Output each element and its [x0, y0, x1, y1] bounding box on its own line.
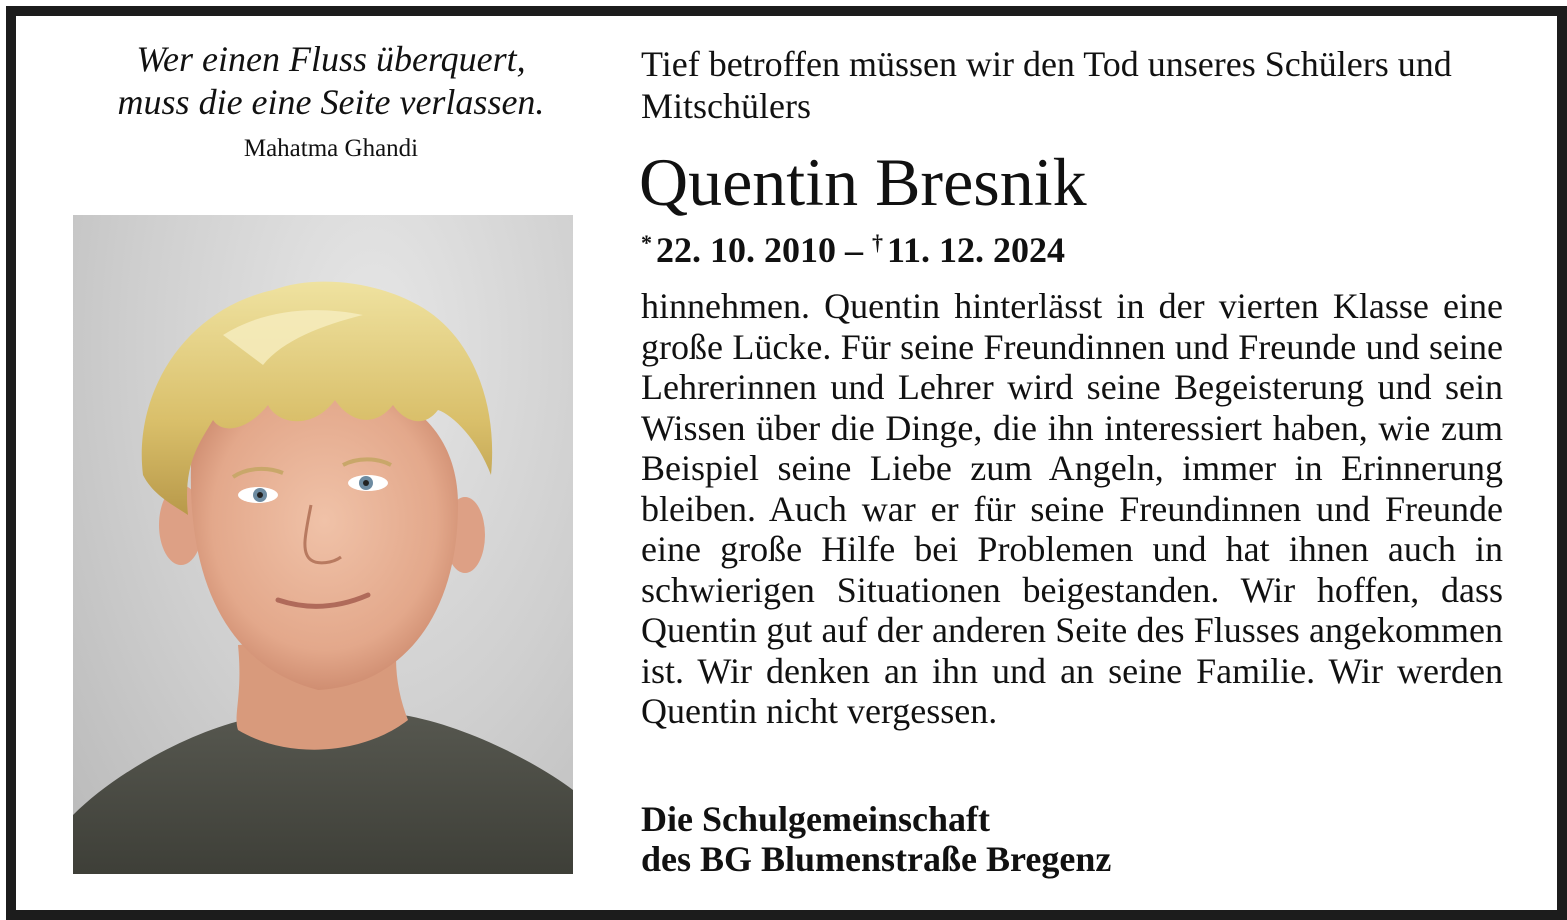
quote-line-2: muss die eine Seite verlassen. [117, 82, 545, 122]
birth-symbol: * [641, 230, 652, 255]
quote [0, 38, 662, 124]
obituary-body: hinnehmen. Quentin hinterlässt in der vierten Klasse eine große Lücke. Für seine Freundinnen und Freunde und seine Lehrerinnen und Lehrer wird seine Begeisterung und sein Wissen über die Dinge, die ihn interessiert haben, wie zum Beispiel seine Liebe zum Angeln, immer in Erinnerung bleiben. Auch war er für seine Freundinnen und Freunde eine große Hilfe bei Problemen und hat ihnen auch in schwierigen Situationen beigestanden. Wir hoffen, dass Quentin gut auf der anderen Seite des Flusses angekommen ist. Wir denken an ihn und an seine Familie. Wir werden Quentin nicht vergessen. [641, 286, 1503, 731]
birth-date: 22. 10. 2010 [656, 230, 836, 270]
death-symbol: † [872, 230, 883, 255]
deceased-name: Quentin Bresnik [639, 144, 1087, 220]
signature-line-2: des BG Blumenstraße Bregenz [641, 839, 1112, 879]
signature-line-1: Die Schulgemeinschaft [641, 799, 990, 839]
portrait-photo [73, 215, 573, 874]
quote-line-1: Wer einen Fluss überquert, [136, 39, 526, 79]
life-dates [641, 221, 1065, 272]
quote-author: Mahatma Ghandi [243, 135, 419, 162]
death-date: 11. 12. 2024 [887, 230, 1066, 270]
intro-text: Tief betroffen müssen wir den Tod unseres Schülers und Mitschülers [641, 44, 1452, 126]
signature [641, 799, 1111, 879]
date-separator: – [845, 230, 863, 270]
